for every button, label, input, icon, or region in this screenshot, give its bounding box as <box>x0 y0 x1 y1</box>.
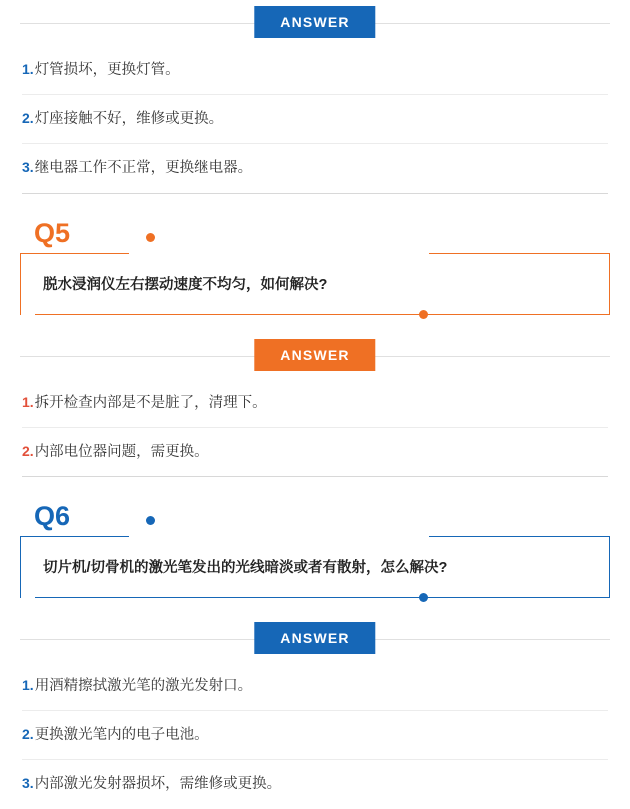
list-item-text: 拆开检查内部是不是脏了，清理下。 <box>34 394 267 411</box>
accent-dot-top <box>146 516 155 525</box>
list-item-number: 2. <box>22 442 34 459</box>
box-border-gap-bottom <box>21 594 35 600</box>
question-label: Q5 <box>34 217 71 248</box>
list-item-number: 1. <box>22 676 34 693</box>
question-text: 脱水浸润仪左右摆动速度不均匀，如何解决? <box>43 277 328 294</box>
list-item-number: 3. <box>22 775 34 792</box>
box-border-gap-top <box>129 534 429 540</box>
accent-dot-bottom <box>419 593 428 602</box>
list-item-text: 继电器工作不正常，更换继电器。 <box>34 160 253 177</box>
question-block-q6 <box>0 500 630 598</box>
answer-badge: ANSWER <box>254 622 375 654</box>
list-item-text: 更换激光笔内的电子电池。 <box>34 727 209 744</box>
list-item <box>22 144 608 192</box>
list-item-text: 灯座接触不好，维修或更换。 <box>34 111 224 128</box>
answer-banner-q4 <box>0 0 630 46</box>
list-item <box>22 428 608 476</box>
answer-banner-q5 <box>0 333 630 379</box>
accent-dot-bottom <box>419 310 428 319</box>
list-item <box>22 662 608 711</box>
list-item-text: 用酒精擦拭激光笔的激光发射口。 <box>34 677 253 694</box>
question-block-q5 <box>0 217 630 315</box>
list-item-number: 1. <box>22 393 34 410</box>
list-item <box>22 46 608 95</box>
list-item-number: 2. <box>22 110 34 127</box>
list-item-text: 灯管损坏，更换灯管。 <box>34 62 180 78</box>
box-border-gap-bottom <box>21 311 35 317</box>
list-item-number: 1. <box>22 61 34 77</box>
section-divider <box>22 476 608 477</box>
box-border-gap-top <box>129 251 429 257</box>
answer-badge: ANSWER <box>254 339 375 371</box>
list-item-number: 3. <box>22 159 34 176</box>
question-box <box>20 536 610 598</box>
list-item <box>22 379 608 428</box>
answer-banner-q6 <box>0 616 630 662</box>
answer-badge: ANSWER <box>254 6 375 38</box>
section-divider <box>22 193 608 194</box>
list-item-text: 内部激光发射器损坏，需维修或更换。 <box>34 776 282 793</box>
question-text: 切片机/切骨机的激光笔发出的光线暗淡或者有散射，怎么解决? <box>43 560 448 577</box>
question-box <box>20 253 610 315</box>
list-item <box>22 711 608 760</box>
list-item <box>22 760 608 808</box>
list-item-number: 2. <box>22 726 34 743</box>
answer-list-q6 <box>0 662 630 809</box>
question-label: Q6 <box>34 500 71 531</box>
list-item-text: 内部电位器问题，需更换。 <box>34 443 209 460</box>
answer-list-q5 <box>0 379 630 476</box>
list-item <box>22 95 608 144</box>
answer-list-q4 <box>0 46 630 193</box>
accent-dot-top <box>146 233 155 242</box>
